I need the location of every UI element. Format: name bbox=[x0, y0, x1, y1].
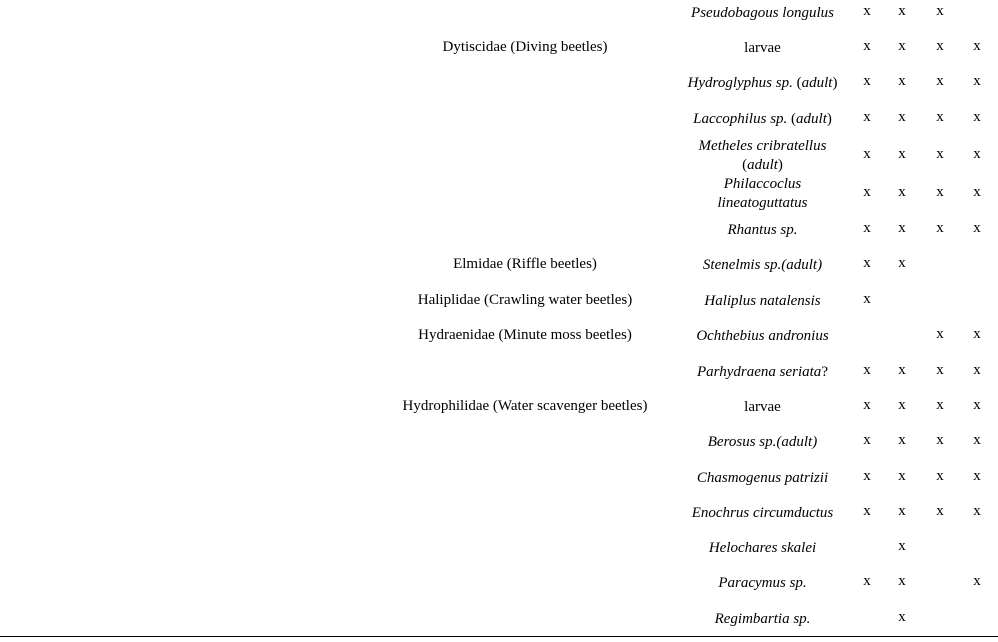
species-name bbox=[680, 4, 845, 23]
presence-mark: x bbox=[863, 38, 871, 54]
presence-mark: x bbox=[973, 109, 981, 125]
presence-mark: x bbox=[973, 503, 981, 519]
species-name bbox=[680, 433, 845, 452]
presence-mark: x bbox=[936, 362, 944, 378]
presence-mark: x bbox=[898, 109, 906, 125]
species-name bbox=[680, 221, 845, 240]
presence-mark: x bbox=[973, 73, 981, 89]
species-name bbox=[680, 327, 845, 346]
species-name bbox=[680, 363, 845, 382]
family-name: Haliplidae (Crawling water beetles) bbox=[417, 292, 633, 308]
presence-mark: x bbox=[936, 468, 944, 484]
presence-mark: x bbox=[863, 397, 871, 413]
table-bottom-rule bbox=[0, 636, 998, 637]
species-name-part: Berosus sp.(adult) bbox=[707, 433, 818, 450]
presence-mark: x bbox=[898, 538, 906, 554]
presence-mark: x bbox=[863, 184, 871, 200]
species-name-part: larvae bbox=[744, 398, 781, 415]
species-name-part: Stenelmis sp.(adult) bbox=[702, 256, 823, 273]
species-name bbox=[680, 39, 845, 58]
species-name-part: ? bbox=[821, 363, 828, 380]
species-name-part: ) bbox=[777, 157, 783, 173]
presence-mark: x bbox=[863, 362, 871, 378]
presence-mark: x bbox=[936, 326, 944, 342]
family-name: Elmidae (Riffle beetles) bbox=[453, 256, 597, 272]
presence-mark: x bbox=[898, 3, 906, 19]
species-name-part: Laccophilus sp. bbox=[693, 110, 792, 127]
presence-mark: x bbox=[936, 397, 944, 413]
species-name bbox=[680, 137, 845, 175]
family-name: Hydraenidae (Minute moss beetles) bbox=[418, 327, 632, 343]
species-name-part: larvae bbox=[744, 39, 781, 56]
species-name bbox=[680, 574, 845, 593]
species-name-part: Ochthebius andronius bbox=[696, 327, 829, 344]
presence-mark: x bbox=[936, 184, 944, 200]
presence-mark: x bbox=[936, 503, 944, 519]
presence-mark: x bbox=[973, 326, 981, 342]
presence-mark: x bbox=[973, 573, 981, 589]
species-name bbox=[680, 256, 845, 275]
species-name-part: ( bbox=[791, 110, 797, 127]
presence-mark: x bbox=[898, 397, 906, 413]
presence-mark: x bbox=[973, 468, 981, 484]
species-name-part: Metheles cribratellus bbox=[698, 138, 827, 154]
presence-mark: x bbox=[973, 362, 981, 378]
presence-mark: x bbox=[898, 255, 906, 271]
presence-mark: x bbox=[898, 503, 906, 519]
species-name bbox=[680, 175, 845, 213]
presence-mark: x bbox=[863, 468, 871, 484]
presence-mark: x bbox=[898, 609, 906, 625]
species-name-part: Philaccoclus lineatoguttatus bbox=[717, 176, 808, 211]
presence-mark: x bbox=[936, 38, 944, 54]
species-name-part: Rhantus sp. bbox=[727, 221, 798, 238]
species-name-part: ( bbox=[742, 157, 748, 173]
presence-mark: x bbox=[863, 109, 871, 125]
presence-mark: x bbox=[863, 432, 871, 448]
presence-mark: x bbox=[936, 432, 944, 448]
species-name-part: Regimbartia sp. bbox=[714, 610, 811, 627]
species-name-part: Paracymus sp. bbox=[718, 574, 807, 591]
presence-mark: x bbox=[898, 220, 906, 236]
species-name-part: ) bbox=[832, 74, 838, 91]
species-name-part: adult bbox=[801, 74, 833, 91]
presence-mark: x bbox=[936, 3, 944, 19]
presence-mark: x bbox=[936, 73, 944, 89]
presence-mark: x bbox=[898, 432, 906, 448]
presence-mark: x bbox=[936, 146, 944, 162]
species-name-part: Helochares skalei bbox=[708, 539, 817, 556]
presence-mark: x bbox=[898, 38, 906, 54]
presence-mark: x bbox=[973, 432, 981, 448]
species-name-part: adult bbox=[796, 110, 827, 127]
presence-mark: x bbox=[863, 73, 871, 89]
presence-mark: x bbox=[863, 3, 871, 19]
species-name-part: Enochrus circumductus bbox=[691, 504, 834, 521]
species-name-part: Haliplus natalensis bbox=[704, 292, 821, 309]
species-name-part: Parhydraena seriata bbox=[697, 363, 822, 380]
species-name bbox=[680, 398, 845, 417]
presence-mark: x bbox=[936, 220, 944, 236]
presence-mark: x bbox=[898, 184, 906, 200]
species-name bbox=[680, 469, 845, 488]
species-name-part: ) bbox=[826, 110, 832, 127]
presence-mark: x bbox=[973, 184, 981, 200]
family-name: Dytiscidae (Diving beetles) bbox=[442, 39, 608, 55]
species-name bbox=[680, 504, 845, 523]
presence-mark: x bbox=[898, 146, 906, 162]
presence-mark: x bbox=[863, 503, 871, 519]
presence-mark: x bbox=[898, 468, 906, 484]
presence-mark: x bbox=[863, 146, 871, 162]
species-name bbox=[680, 539, 845, 558]
presence-mark: x bbox=[898, 73, 906, 89]
presence-mark: x bbox=[973, 146, 981, 162]
presence-mark: x bbox=[973, 38, 981, 54]
presence-mark: x bbox=[863, 291, 871, 307]
species-name-part: Chasmogenus patrizii bbox=[696, 469, 829, 486]
presence-mark: x bbox=[898, 362, 906, 378]
species-name bbox=[680, 74, 845, 93]
presence-mark: x bbox=[936, 109, 944, 125]
presence-mark: x bbox=[898, 573, 906, 589]
presence-mark: x bbox=[863, 573, 871, 589]
presence-mark: x bbox=[973, 220, 981, 236]
species-name-part: Hydroglyphus sp. bbox=[687, 74, 797, 91]
species-name-part: adult bbox=[747, 157, 778, 173]
species-name bbox=[680, 110, 845, 129]
species-name bbox=[680, 292, 845, 311]
presence-mark: x bbox=[863, 255, 871, 271]
presence-mark: x bbox=[863, 220, 871, 236]
species-name bbox=[680, 610, 845, 629]
family-name: Hydrophilidae (Water scavenger beetles) bbox=[402, 398, 648, 414]
presence-mark: x bbox=[973, 397, 981, 413]
species-name-part: ( bbox=[796, 74, 802, 91]
species-name-part: Pseudobagous longulus bbox=[691, 4, 834, 21]
